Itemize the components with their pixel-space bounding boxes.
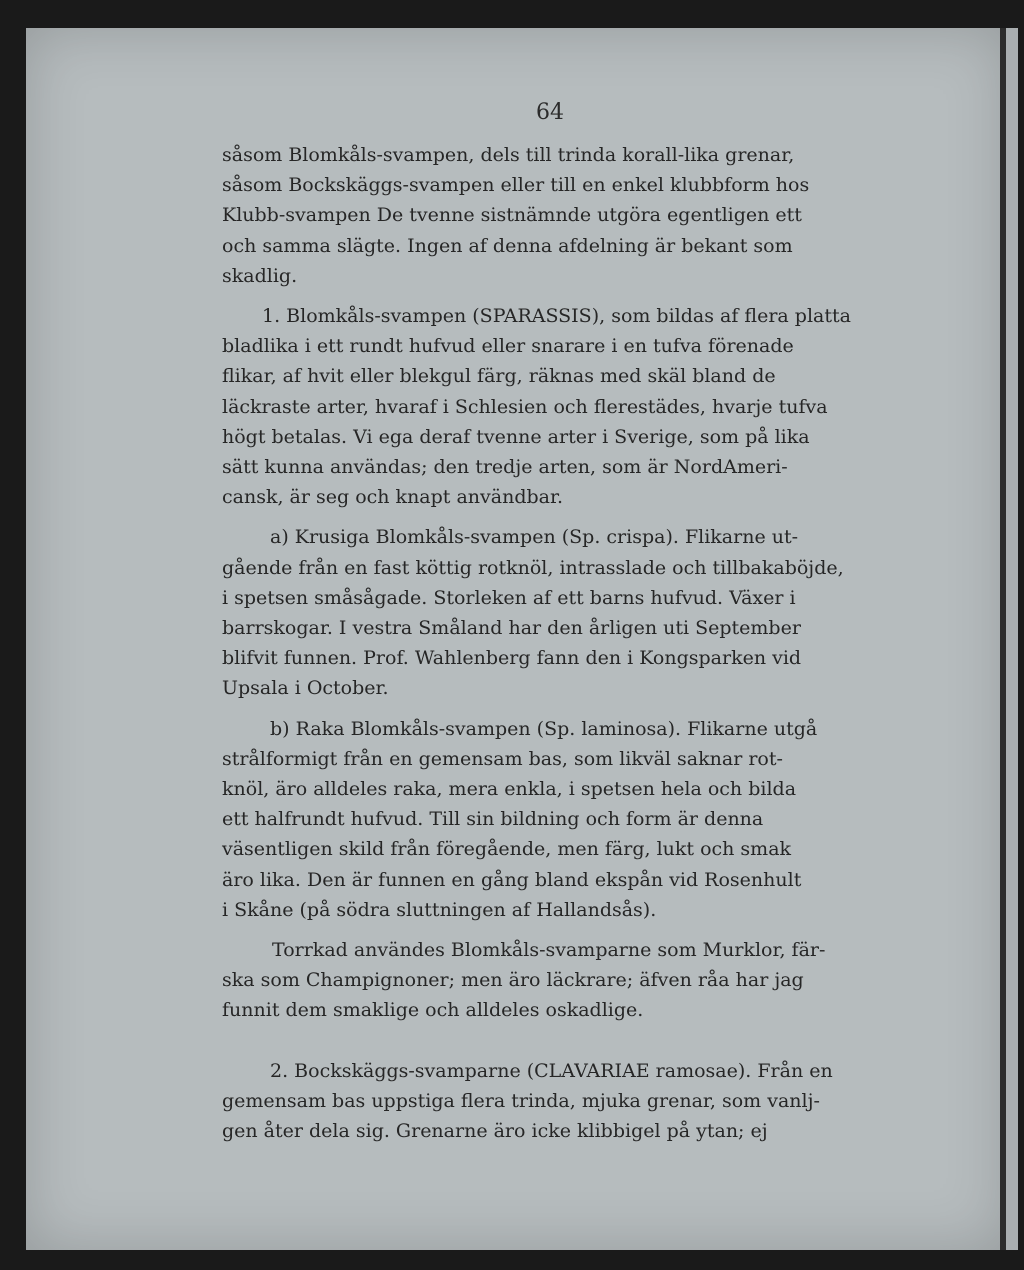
text-line: 1. Blomkåls-svampen (SPARASSIS), som bildas af flera platta [262,305,851,328]
text-line: Klubb-svampen De tvenne sistnämnde utgöra egentligen ett [222,204,802,227]
text-line: och samma slägte. Ingen af denna afdelning är bekant som [222,234,793,257]
text-line: gående från en fast köttig rotknöl, intrasslade och tillbakaböjde, [222,556,844,579]
text-line: Upsala i October. [222,677,389,700]
next-page-edge [1006,28,1018,1250]
text-line: knöl, äro alldeles raka, mera enkla, i spetsen hela och bilda [222,778,797,801]
text-line: såsom Bockskäggs-svampen eller till en enkel klubbform hos [222,174,810,197]
text-line: såsom Blomkåls-svampen, dels till trinda korall-lika grenar, [222,144,795,166]
text-line: ett halfrundt hufvud. Till sin bildning och form är denna [222,808,764,831]
text-line: barrskogar. I vestra Småland har den årligen uti September [222,617,801,640]
text-line: läckraste arter, hvaraf i Schlesien och flerestädes, hvarje tufva [222,395,828,418]
text-line: Torrkad användes Blomkåls-svamparne som Murklor, fär- [272,939,826,962]
text-line: ska som Champignoner; men äro läckrare; äfven råa har jag [222,969,804,992]
text-line: blifvit funnen. Prof. Wahlenberg fann den i Kongsparken vid [222,647,802,670]
page-number: 64 [536,100,564,125]
text-line: skadlig. [222,264,298,287]
text-line: a) Krusiga Blomkåls-svampen (Sp. crispa). Flikarne ut- [270,526,799,549]
text-line: gemensam bas uppstiga flera trinda, mjuka grenar, som vanlj- [222,1089,820,1112]
body-text [222,140,918,1146]
text-line: i Skåne (på södra sluttningen af Hallandsås). [222,898,657,921]
text-line: strålformigt från en gemensam bas, som likväl saknar rot- [222,747,783,770]
text-line: sätt kunna användas; den tredje arten, som är NordAmeri- [222,456,788,479]
text-line: b) Raka Blomkåls-svampen (Sp. laminosa). Flikarne utgå [270,717,818,740]
text-line: bladlika i ett rundt hufvud eller snarare i en tufva förenade [222,335,794,358]
text-line: väsentligen skild från föregående, men färg, lukt och smak [222,838,792,861]
text-line: funnit dem smaklige och alldeles oskadlige. [222,999,644,1022]
text-line: äro lika. Den är funnen en gång bland ekspån vid Rosenhult [222,868,802,891]
text-line: 2. Bockskäggs-svamparne (CLAVARIAE ramosae). Från en [270,1059,833,1082]
text-line: flikar, af hvit eller blekgul färg, räknas med skäl bland de [222,365,776,388]
text-line: i spetsen småsågade. Storleken af ett barns hufvud. Växer i [222,586,796,609]
text-line: gen åter dela sig. Grenarne äro icke klibbigel på ytan; ej [222,1120,768,1143]
text-line: cansk, är seg och knapt användbar. [222,486,564,509]
text-line: högt betalas. Vi ega deraf tvenne arter i Sverige, som på lika [222,425,810,448]
